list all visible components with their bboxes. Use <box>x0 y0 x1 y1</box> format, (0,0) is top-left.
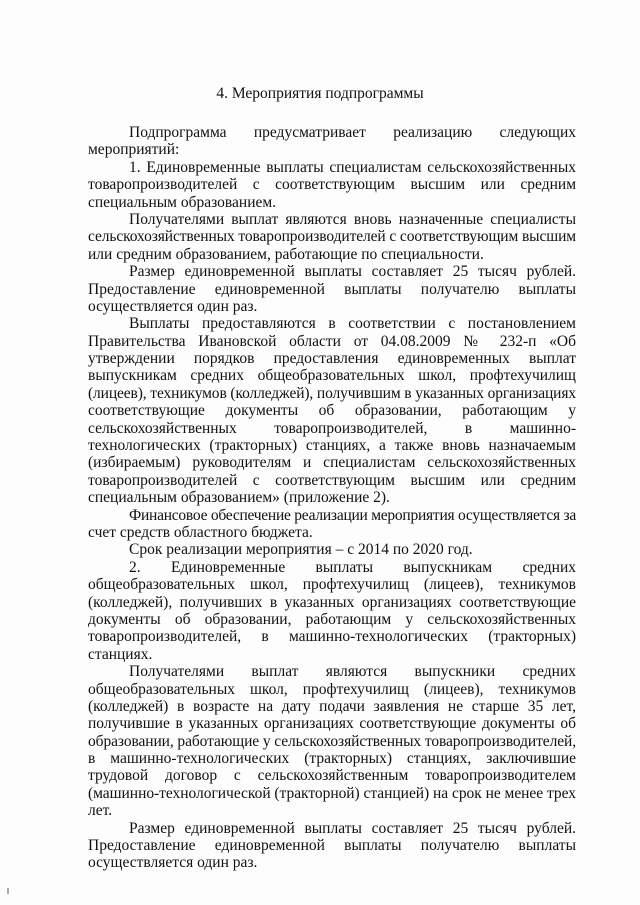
text-line: мероприятий: <box>88 141 180 159</box>
text-line: Предоставление единовременной выплаты получателю выплаты <box>88 837 576 855</box>
text-line: Правительства Ивановской области от 04.08.2009 № 232-п «Об <box>88 332 576 350</box>
text-line: выпускникам средних общеобразовательных школ, профтехучилищ <box>88 367 576 385</box>
text-line: (машинно-технологической (тракторной) станцией) на срок не менее трех <box>88 784 576 802</box>
text-line: сельскохозяйственных товаропроизводителей, в машинно- <box>88 419 576 437</box>
text-line: Финансовое обеспечение реализации мероприятия осуществляется за <box>129 506 576 524</box>
text-line: осуществляется один раз. <box>88 854 258 872</box>
text-line: образовании, работающие у сельскохозяйственных товаропроизводителей, <box>88 732 576 750</box>
text-line: Выплаты предоставляются в соответствии с постановлением <box>129 315 576 333</box>
text-line: трудовой договор с сельскохозяйственным товаропроизводителем <box>88 767 576 785</box>
text-line: утверждении порядков предоставления единовременных выплат <box>88 350 576 368</box>
scan-artifact <box>7 888 9 894</box>
text-line: общеобразовательных школ, профтехучилищ (лицеев), техникумов <box>88 680 576 698</box>
text-line: Получателями выплат являются выпускники средних <box>129 663 576 681</box>
text-line: технологических (тракторных) станциях, а также вновь назначаемым <box>88 437 576 455</box>
text-line: товаропроизводителей с соответствующим высшим или средним <box>88 176 576 194</box>
text-line: счет средств областного бюджета. <box>88 523 313 541</box>
text-line: общеобразовательных школ, профтехучилищ (лицеев), техникумов <box>88 576 576 594</box>
text-line: (колледжей), получивших в указанных организациях соответствующие <box>88 593 576 611</box>
text-line: в машинно-технологических (тракторных) станциях, заключившие <box>88 750 576 768</box>
text-line: станциях. <box>88 645 153 663</box>
text-line: Срок реализации мероприятия – с 2014 по 2020 год. <box>129 541 473 559</box>
text-line: товаропроизводителей, в машинно-технологических (тракторных) <box>88 628 576 646</box>
text-line: (колледжей) в возрасте на дату подачи заявления не старше 35 лет, <box>88 697 576 715</box>
text-line: 1. Единовременные выплаты специалистам сельскохозяйственных <box>129 158 576 176</box>
text-line: Размер единовременной выплаты составляет 25 тысяч рублей. <box>129 263 576 281</box>
document-body <box>88 124 576 872</box>
text-line: получившие в указанных организациях соответствующие документы об <box>88 715 576 733</box>
text-line: Получателями выплат являются вновь назначенные специалисты <box>129 210 576 228</box>
text-line: документы об образовании, работающим у сельскохозяйственных <box>88 610 576 628</box>
text-line: (лицеев), техникумов (колледжей), получившим в указанных организациях <box>88 384 577 402</box>
text-line: 2. Единовременные выплаты выпускникам средних <box>129 558 576 576</box>
text-line: товаропроизводителей с соответствующим высшим или средним <box>88 471 576 489</box>
text-line: сельскохозяйственных товаропроизводителей с соответствующим высшим <box>88 228 576 246</box>
text-line: Предоставление единовременной выплаты получателю выплаты <box>88 280 576 298</box>
text-line: осуществляется один раз. <box>88 297 258 315</box>
text-line: соответствующие документы об образовании, работающим у <box>88 402 576 420</box>
section-heading: 4. Мероприятия подпрограммы <box>216 85 424 102</box>
text-line: Подпрограмма предусматривает реализацию следующих <box>129 124 576 141</box>
text-line: Размер единовременной выплаты составляет 25 тысяч рублей. <box>129 819 576 837</box>
text-line: (избираемым) руководителям и специалистам сельскохозяйственных <box>88 454 576 472</box>
text-line: лет. <box>88 802 113 820</box>
text-line: специальным образованием» (приложение 2). <box>88 489 390 507</box>
text-line: или средним образованием, работающие по специальности. <box>88 245 484 263</box>
text-line: специальным образованием. <box>88 193 277 211</box>
